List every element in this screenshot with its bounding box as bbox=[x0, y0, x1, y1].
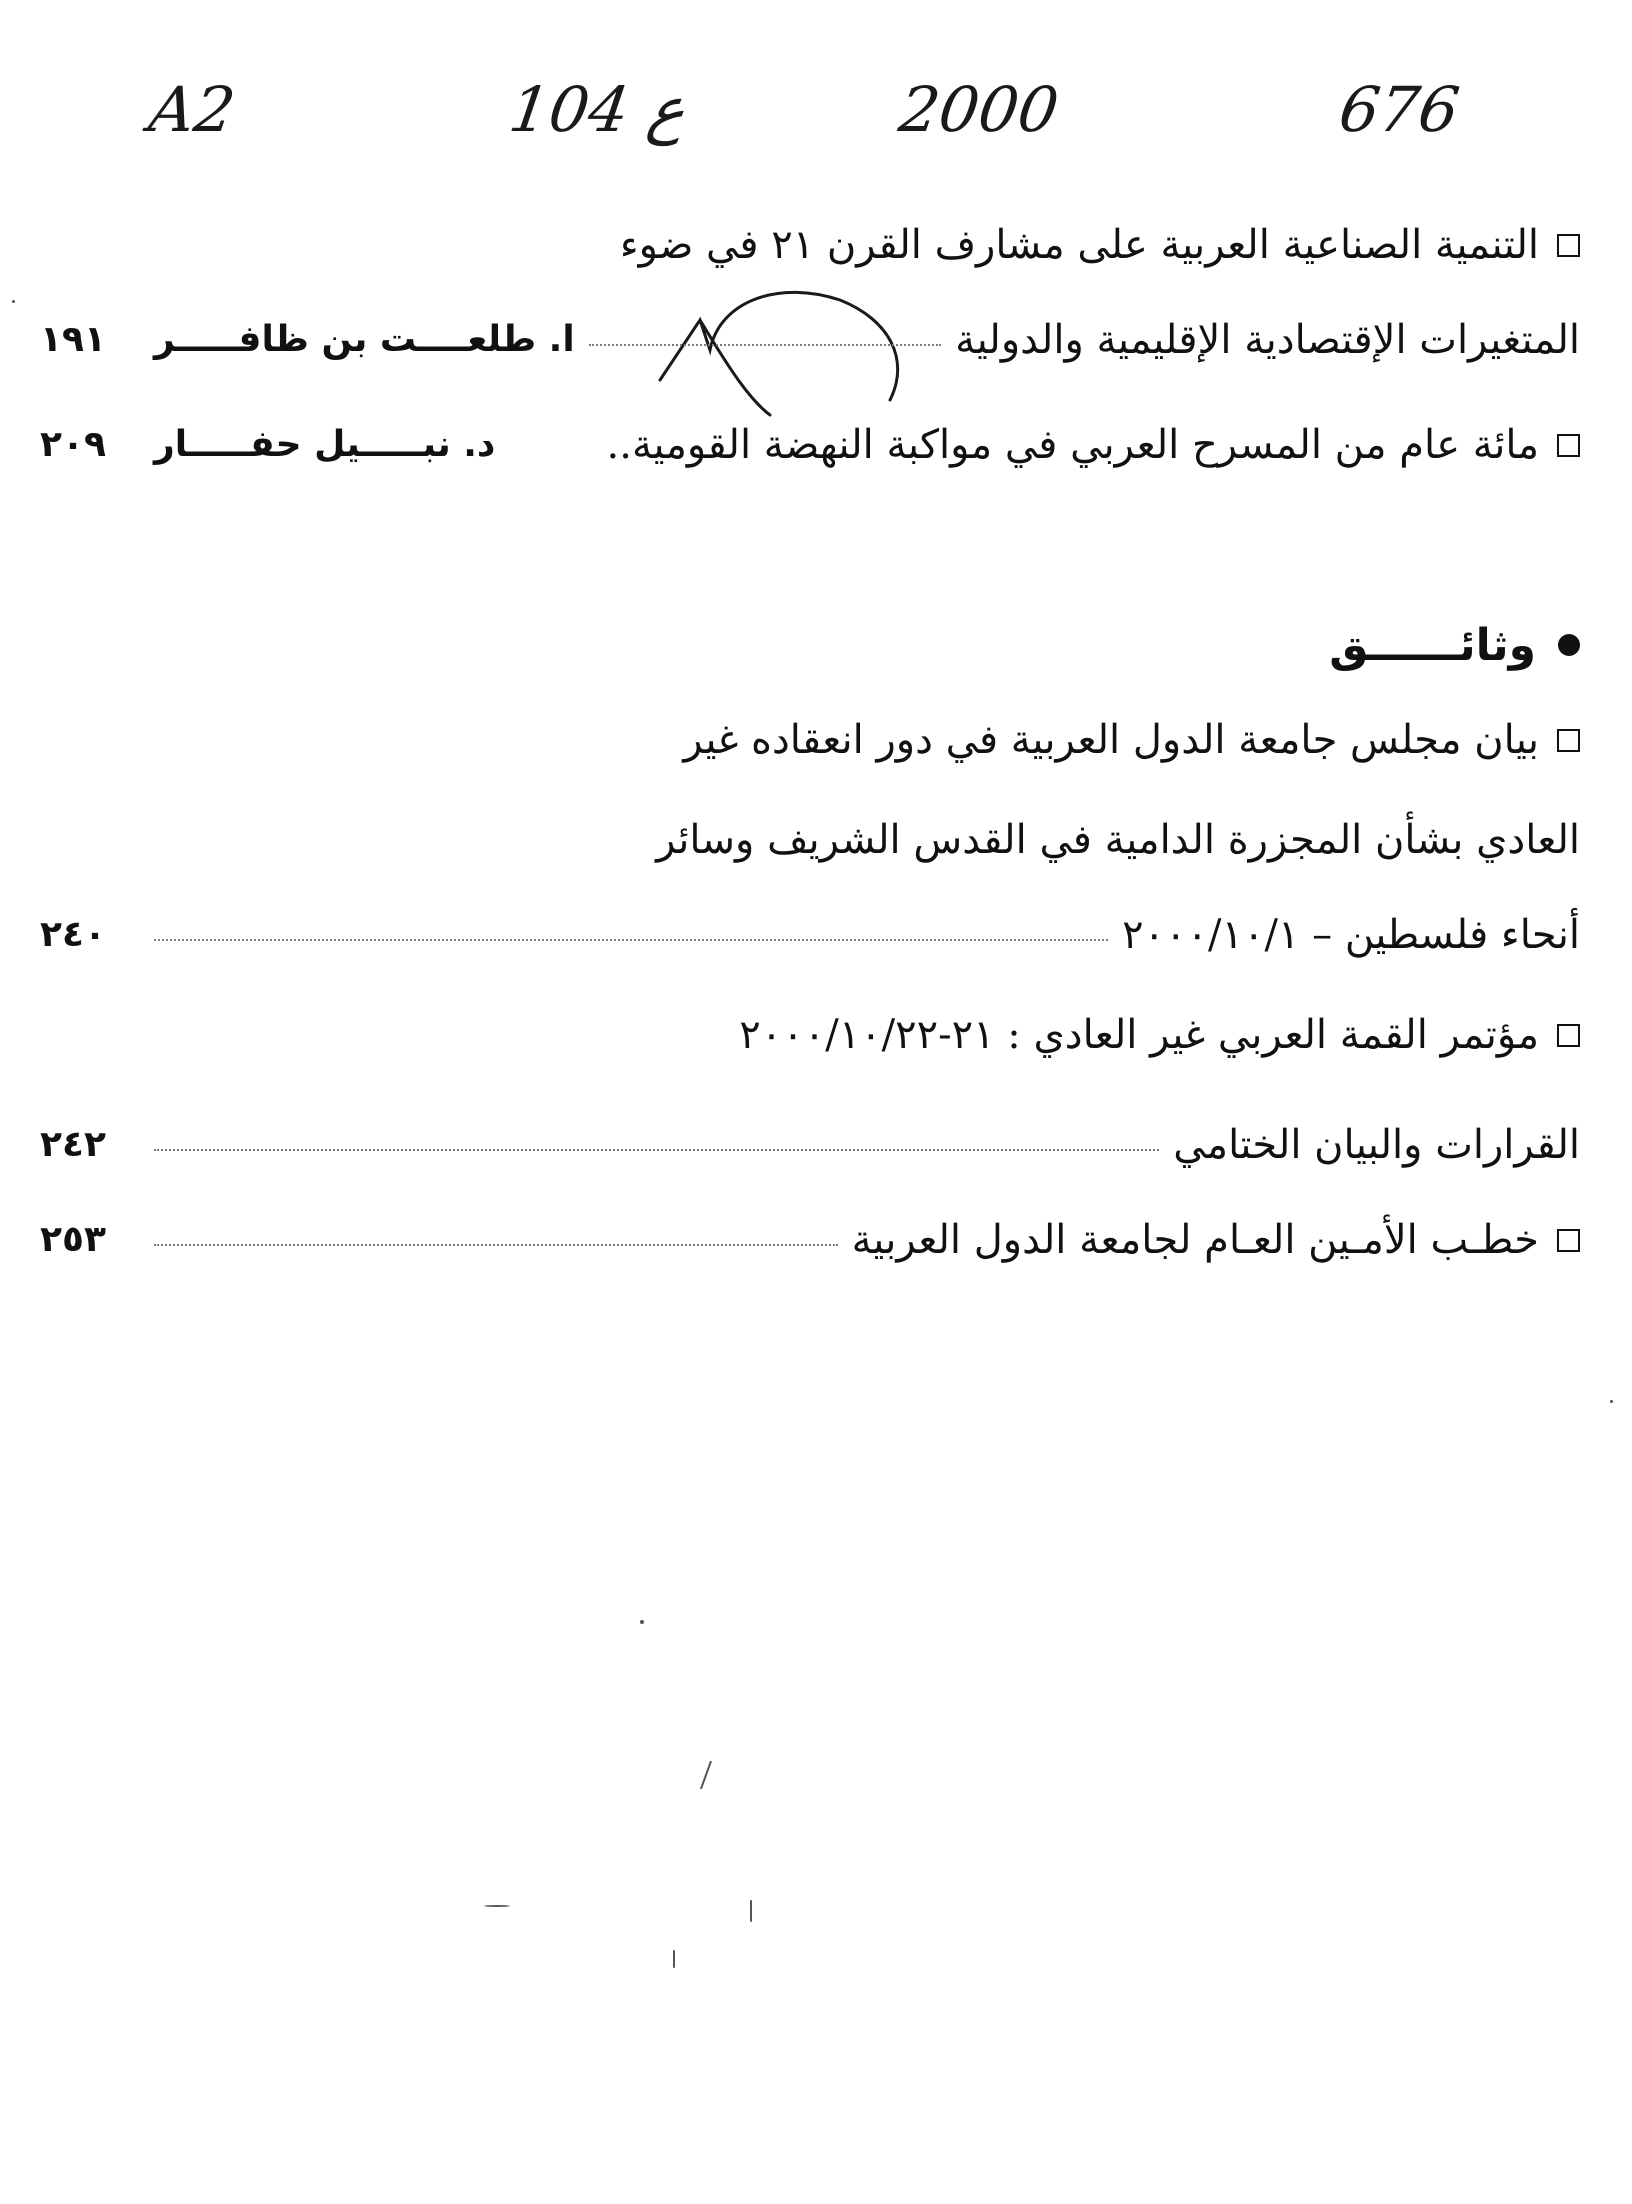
handwritten-mark-1: A2 bbox=[144, 73, 240, 146]
document-title: مؤتمر القمة العربي غير العادي : ٢١-٢٠٠٠/١٠/٢٢ bbox=[739, 1012, 1539, 1058]
toc-document-1-line3 bbox=[40, 895, 1626, 975]
toc-entry-1-line1 bbox=[40, 205, 1580, 285]
bullet-icon bbox=[1558, 634, 1580, 656]
entry-title: التنمية الصناعية العربية على مشارف القرن ٢١ في ضوء bbox=[619, 222, 1539, 268]
toc-document-1-line1 bbox=[40, 700, 1580, 780]
handwritten-mark-2: 104 ع bbox=[504, 73, 691, 146]
scan-speck bbox=[700, 1761, 712, 1790]
checkbox-square-icon bbox=[1557, 1229, 1580, 1252]
handwritten-mark-3: 2000 bbox=[894, 73, 1063, 146]
handwritten-mark-4: 676 bbox=[1334, 73, 1464, 146]
toc-document-3 bbox=[40, 1200, 1580, 1280]
entry-title-continued: المتغيرات الإقتصادية الإقليمية والدولية bbox=[955, 317, 1580, 363]
dot-leader bbox=[589, 344, 941, 346]
dot-leader bbox=[154, 1244, 838, 1246]
dot-leader bbox=[509, 449, 592, 451]
checkbox-square-icon bbox=[1557, 1024, 1580, 1047]
section-title: وثائــــــق bbox=[1329, 619, 1536, 671]
document-page-number: ٢٤٠ bbox=[40, 914, 106, 955]
dot-leader bbox=[154, 1149, 1159, 1151]
toc-document-2-line1 bbox=[40, 995, 1580, 1075]
document-page-number: ٢٥٣ bbox=[40, 1219, 106, 1260]
toc-entry-2 bbox=[40, 405, 1580, 485]
scan-speck bbox=[750, 1900, 752, 1922]
entry-page-number: ٢٠٩ bbox=[40, 424, 106, 465]
scan-speck bbox=[12, 300, 15, 303]
document-title: بيان مجلس جامعة الدول العربية في دور انعقاده غير bbox=[683, 717, 1539, 763]
entry-page-number: ١٩١ bbox=[40, 319, 106, 360]
document-page-number: ٢٤٢ bbox=[40, 1124, 106, 1165]
checkbox-square-icon bbox=[1557, 234, 1580, 257]
dot-leader bbox=[154, 939, 1108, 941]
document-title: خطـب الأمـين العـام لجامعة الدول العربية bbox=[851, 1217, 1539, 1263]
entry-author: د. نبـــــيل حفـــــار bbox=[154, 424, 496, 465]
document-title-continued: القرارات والبيان الختامي bbox=[1173, 1122, 1580, 1168]
scan-speck bbox=[640, 1620, 644, 1624]
document-title-continued: أنحاء فلسطين – ٢٠٠٠/١٠/١ bbox=[1122, 912, 1580, 958]
toc-entry-1-line2 bbox=[40, 300, 1626, 380]
scan-speck bbox=[673, 1950, 675, 1968]
section-heading bbox=[40, 600, 1580, 690]
checkbox-square-icon bbox=[1557, 729, 1580, 752]
scan-speck bbox=[1610, 1400, 1613, 1403]
scan-speck bbox=[484, 1905, 510, 1907]
toc-document-1-line2 bbox=[40, 800, 1626, 880]
checkbox-square-icon bbox=[1557, 434, 1580, 457]
entry-title: مائة عام من المسرح العربي في مواكبة النهضة القومية.. bbox=[606, 422, 1539, 468]
toc-document-2-line2 bbox=[40, 1105, 1626, 1185]
entry-author: ا. طلعــــت بن ظافـــــر bbox=[154, 319, 575, 360]
document-title-continued: العادي بشأن المجزرة الدامية في القدس الشريف وسائر bbox=[656, 817, 1580, 863]
